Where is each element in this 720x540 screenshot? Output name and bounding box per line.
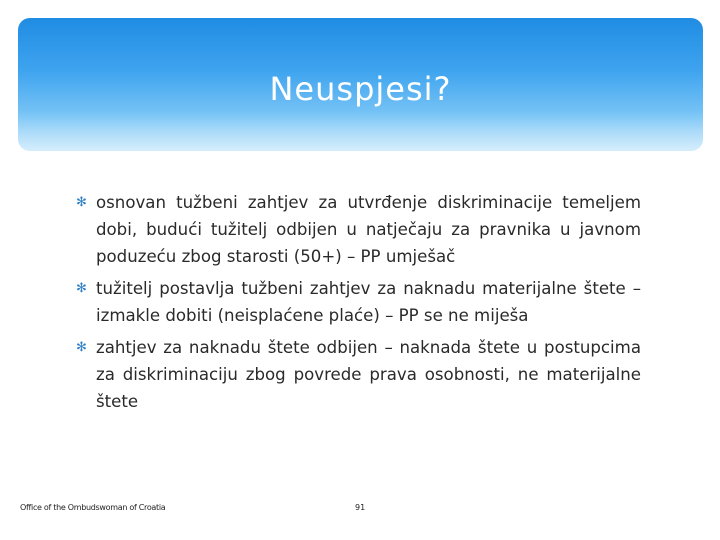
title-banner bbox=[18, 18, 703, 151]
slide-title: Neuspjesi? bbox=[269, 70, 452, 108]
bullet-item bbox=[76, 189, 641, 270]
asterisk-bullet-icon: ✻ bbox=[76, 281, 87, 296]
bullet-text: zahtjev za naknadu štete odbijen – naknada štete u postupcima za diskriminaciju zbog povrede prava osobnosti, ne materijalne štete bbox=[96, 338, 641, 411]
page-number: 91 bbox=[355, 503, 366, 512]
asterisk-bullet-icon: ✻ bbox=[76, 340, 87, 355]
footer-organization: Office of the Ombudswoman of Croatia bbox=[20, 503, 166, 512]
bullet-item bbox=[76, 275, 641, 329]
bullet-text: tužitelj postavlja tužbeni zahtjev za naknadu materijalne štete – izmakle dobiti (neisplaćene plaće) – PP se ne miješa bbox=[96, 279, 641, 325]
bullet-list bbox=[76, 189, 641, 420]
bullet-item bbox=[76, 334, 641, 415]
bullet-text: osnovan tužbeni zahtjev za utvrđenje diskriminacije temeljem dobi, budući tužitelj odbijen u natječaju za pravnika u javnom poduzeću zbog starosti (50+) – PP umješač bbox=[96, 193, 641, 266]
asterisk-bullet-icon: ✻ bbox=[76, 195, 87, 210]
